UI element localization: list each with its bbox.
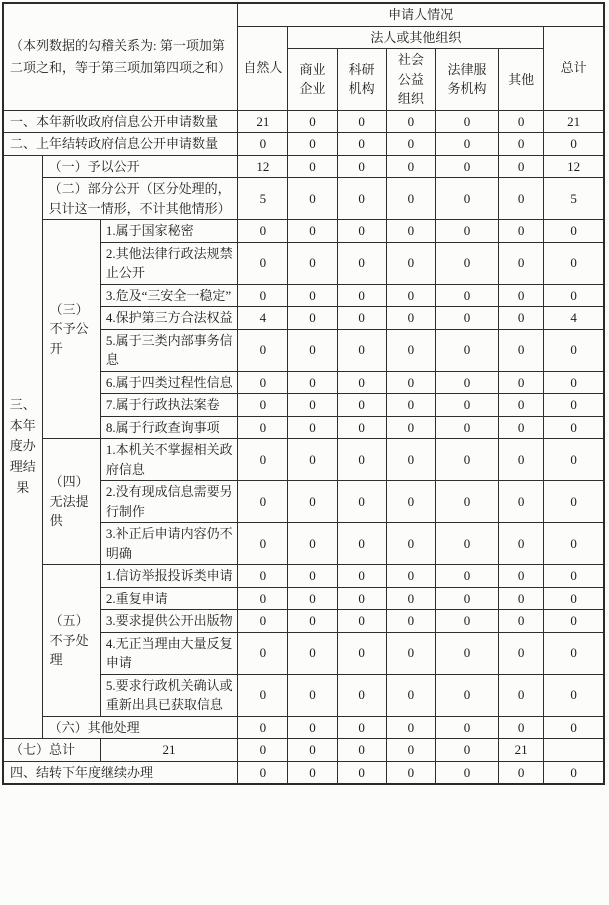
- value-cell: 0: [238, 610, 288, 633]
- value-cell: 0: [499, 761, 544, 784]
- item-label-cell: 3.补正后申请内容仍不明确: [100, 523, 237, 565]
- value-cell: 0: [386, 565, 435, 588]
- value-cell: 0: [544, 761, 604, 784]
- value-cell: 0: [544, 565, 604, 588]
- value-cell: 0: [238, 329, 288, 371]
- value-cell: 0: [337, 307, 386, 330]
- value-cell: 0: [544, 133, 604, 156]
- value-cell: 0: [386, 394, 435, 417]
- value-cell: 0: [544, 394, 604, 417]
- value-cell: 0: [238, 632, 288, 674]
- value-cell: 0: [288, 523, 337, 565]
- value-cell: 0: [238, 761, 288, 784]
- value-cell: 0: [386, 587, 435, 610]
- value-cell: 0: [337, 242, 386, 284]
- value-cell: 0: [337, 481, 386, 523]
- item-label-cell: 4.无正当理由大量反复申请: [100, 632, 237, 674]
- value-cell: 0: [288, 394, 337, 417]
- value-cell: 0: [544, 481, 604, 523]
- row-label-cell: 二、上年结转政府信息公开申请数量: [3, 133, 238, 156]
- value-cell: 0: [238, 220, 288, 243]
- value-cell: 0: [499, 220, 544, 243]
- value-cell: 0: [238, 739, 288, 762]
- value-cell: 0: [435, 674, 498, 716]
- value-cell: 0: [238, 565, 288, 588]
- value-cell: 0: [499, 416, 544, 439]
- value-cell: 0: [435, 716, 498, 739]
- value-cell: 0: [435, 307, 498, 330]
- item-label-cell: 1.属于国家秘密: [100, 220, 237, 243]
- value-cell: 0: [435, 739, 498, 762]
- value-cell: 0: [238, 523, 288, 565]
- value-cell: 0: [435, 632, 498, 674]
- item-label-cell: 5.要求行政机关确认或重新出具已获取信息: [100, 674, 237, 716]
- value-cell: 0: [499, 178, 544, 220]
- value-cell: 0: [386, 481, 435, 523]
- value-cell: 0: [337, 371, 386, 394]
- value-cell: 0: [337, 739, 386, 762]
- value-cell: 0: [386, 178, 435, 220]
- value-cell: 0: [386, 674, 435, 716]
- value-cell: 0: [288, 220, 337, 243]
- value-cell: 0: [499, 284, 544, 307]
- row-label-cell: （一）予以公开: [42, 155, 238, 178]
- table-row: [3, 716, 604, 739]
- table-row: [3, 220, 604, 243]
- value-cell: 0: [544, 632, 604, 674]
- group-label-cell: （五）不予处理: [42, 565, 100, 717]
- item-label-cell: 7.属于行政执法案卷: [100, 394, 237, 417]
- item-label-cell: 2.其他法律行政法规禁止公开: [100, 242, 237, 284]
- table-row: [3, 178, 604, 220]
- value-cell: 0: [544, 284, 604, 307]
- row-label-cell: 四、结转下年度继续办理: [3, 761, 238, 784]
- table-row: [3, 761, 604, 784]
- value-cell: 21: [544, 110, 604, 133]
- value-cell: 0: [435, 439, 498, 481]
- value-cell: 0: [386, 329, 435, 371]
- table-row: [3, 110, 604, 133]
- value-cell: 0: [288, 133, 337, 156]
- row-label-cell: （七）总计: [3, 739, 100, 762]
- value-cell: 0: [288, 110, 337, 133]
- row-label-cell: 一、本年新收政府信息公开申请数量: [3, 110, 238, 133]
- table-row: [3, 739, 604, 762]
- value-cell: 0: [238, 416, 288, 439]
- value-cell: 21: [238, 110, 288, 133]
- value-cell: 0: [544, 329, 604, 371]
- item-label-cell: 2.没有现成信息需要另行制作: [100, 481, 237, 523]
- value-cell: 0: [288, 761, 337, 784]
- value-cell: 0: [288, 329, 337, 371]
- value-cell: 0: [386, 761, 435, 784]
- item-label-cell: 2.重复申请: [100, 587, 237, 610]
- value-cell: 4: [544, 307, 604, 330]
- value-cell: 0: [288, 674, 337, 716]
- value-cell: 0: [435, 220, 498, 243]
- value-cell: 0: [337, 220, 386, 243]
- value-cell: 0: [386, 439, 435, 481]
- value-cell: 0: [238, 394, 288, 417]
- value-cell: 0: [386, 133, 435, 156]
- value-cell: 0: [544, 371, 604, 394]
- value-cell: 0: [544, 610, 604, 633]
- value-cell: 21: [100, 739, 237, 762]
- item-label-cell: 1.本机关不掌握相关政府信息: [100, 439, 237, 481]
- value-cell: 0: [499, 587, 544, 610]
- value-cell: 0: [288, 371, 337, 394]
- stub-note-cell: （本列数据的勾稽关系为: 第一项加第二项之和，等于第三项加第四项之和）: [3, 3, 238, 110]
- value-cell: 0: [238, 481, 288, 523]
- value-cell: 0: [288, 610, 337, 633]
- value-cell: 0: [386, 242, 435, 284]
- value-cell: 0: [288, 284, 337, 307]
- value-cell: 0: [337, 416, 386, 439]
- value-cell: 21: [499, 739, 544, 762]
- value-cell: 0: [499, 242, 544, 284]
- value-cell: 0: [435, 610, 498, 633]
- value-cell: 0: [337, 329, 386, 371]
- value-cell: 0: [435, 371, 498, 394]
- value-cell: 0: [238, 674, 288, 716]
- value-cell: 0: [337, 394, 386, 417]
- value-cell: 0: [386, 220, 435, 243]
- value-cell: 0: [544, 674, 604, 716]
- value-cell: 0: [435, 394, 498, 417]
- value-cell: 0: [238, 587, 288, 610]
- item-label-cell: 8.属于行政查询事项: [100, 416, 237, 439]
- value-cell: 0: [435, 284, 498, 307]
- value-cell: 0: [499, 329, 544, 371]
- col-header-other: 其他: [499, 49, 544, 111]
- value-cell: 0: [435, 481, 498, 523]
- col-header-research-institution: 科研机构: [337, 49, 386, 111]
- value-cell: 0: [337, 133, 386, 156]
- value-cell: 12: [544, 155, 604, 178]
- value-cell: 0: [288, 307, 337, 330]
- vertical-label-cell: 三、本年度办理结果: [3, 155, 42, 739]
- value-cell: 0: [435, 523, 498, 565]
- header-row-applicant: [3, 3, 604, 26]
- value-cell: 0: [435, 178, 498, 220]
- value-cell: 0: [499, 610, 544, 633]
- col-header-natural-person: 自然人: [238, 26, 288, 110]
- header-legal-org-group: 法人或其他组织: [288, 26, 544, 49]
- value-cell: 0: [337, 439, 386, 481]
- value-cell: 0: [499, 439, 544, 481]
- col-header-commercial-enterprise: 商业企业: [288, 49, 337, 111]
- table-row: [3, 439, 604, 481]
- item-label-cell: 5.属于三类内部事务信息: [100, 329, 237, 371]
- value-cell: 0: [386, 284, 435, 307]
- value-cell: 0: [288, 716, 337, 739]
- value-cell: 0: [288, 481, 337, 523]
- table-row: [3, 133, 604, 156]
- value-cell: 0: [386, 371, 435, 394]
- value-cell: 0: [435, 416, 498, 439]
- item-label-cell: 4.保护第三方合法权益: [100, 307, 237, 330]
- value-cell: 0: [544, 587, 604, 610]
- value-cell: 0: [337, 178, 386, 220]
- value-cell: 0: [499, 307, 544, 330]
- value-cell: 0: [435, 329, 498, 371]
- value-cell: 0: [337, 155, 386, 178]
- value-cell: 0: [499, 394, 544, 417]
- value-cell: 0: [499, 155, 544, 178]
- value-cell: 0: [337, 632, 386, 674]
- value-cell: 12: [238, 155, 288, 178]
- value-cell: 0: [337, 761, 386, 784]
- value-cell: 0: [499, 716, 544, 739]
- value-cell: 0: [337, 587, 386, 610]
- value-cell: 0: [435, 110, 498, 133]
- value-cell: 0: [386, 523, 435, 565]
- value-cell: 0: [337, 716, 386, 739]
- item-label-cell: 3.要求提供公开出版物: [100, 610, 237, 633]
- value-cell: 5: [238, 178, 288, 220]
- table-row: [3, 155, 604, 178]
- value-cell: 0: [435, 565, 498, 588]
- value-cell: 0: [435, 133, 498, 156]
- value-cell: 0: [337, 110, 386, 133]
- value-cell: 0: [386, 155, 435, 178]
- value-cell: 0: [499, 632, 544, 674]
- col-header-legal-service-org: 法律服务机构: [435, 49, 498, 111]
- value-cell: 0: [386, 307, 435, 330]
- value-cell: 0: [499, 565, 544, 588]
- value-cell: 5: [544, 178, 604, 220]
- group-label-cell: （三）不予公开: [42, 220, 100, 439]
- col-header-total: 总计: [544, 26, 604, 110]
- table-header: [3, 3, 604, 110]
- value-cell: 0: [386, 416, 435, 439]
- col-header-social-welfare-org: 社会公益组织: [386, 49, 435, 111]
- value-cell: 0: [499, 481, 544, 523]
- disclosure-statistics-table: [2, 2, 605, 785]
- value-cell: 0: [238, 439, 288, 481]
- table-body: [3, 110, 604, 784]
- value-cell: 0: [238, 371, 288, 394]
- value-cell: 0: [544, 416, 604, 439]
- value-cell: 0: [238, 133, 288, 156]
- value-cell: 0: [544, 523, 604, 565]
- value-cell: 0: [499, 133, 544, 156]
- value-cell: 0: [499, 674, 544, 716]
- value-cell: 0: [288, 178, 337, 220]
- value-cell: 0: [386, 110, 435, 133]
- item-label-cell: 3.危及“三安全一稳定”: [100, 284, 237, 307]
- value-cell: 0: [435, 155, 498, 178]
- value-cell: 0: [386, 632, 435, 674]
- group-label-cell: （四）无法提供: [42, 439, 100, 565]
- value-cell: 0: [499, 110, 544, 133]
- value-cell: 0: [544, 220, 604, 243]
- value-cell: 0: [386, 716, 435, 739]
- value-cell: 0: [288, 242, 337, 284]
- value-cell: 0: [386, 610, 435, 633]
- value-cell: 0: [337, 523, 386, 565]
- value-cell: 0: [544, 716, 604, 739]
- value-cell: 0: [435, 587, 498, 610]
- value-cell: 0: [238, 716, 288, 739]
- value-cell: 0: [288, 632, 337, 674]
- value-cell: 0: [288, 739, 337, 762]
- value-cell: 0: [499, 371, 544, 394]
- value-cell: 0: [386, 739, 435, 762]
- value-cell: 0: [499, 523, 544, 565]
- value-cell: 0: [288, 587, 337, 610]
- item-label-cell: 6.属于四类过程性信息: [100, 371, 237, 394]
- value-cell: 0: [337, 284, 386, 307]
- value-cell: 0: [288, 155, 337, 178]
- row-label-cell: （二）部分公开（区分处理的，只计这一情形，不计其他情形）: [42, 178, 238, 220]
- table-row: [3, 565, 604, 588]
- value-cell: 0: [337, 565, 386, 588]
- value-cell: 0: [544, 439, 604, 481]
- row-label-cell: （六）其他处理: [42, 716, 238, 739]
- value-cell: 0: [288, 416, 337, 439]
- value-cell: 4: [238, 307, 288, 330]
- value-cell: 0: [435, 242, 498, 284]
- value-cell: 0: [238, 284, 288, 307]
- item-label-cell: 1.信访举报投诉类申请: [100, 565, 237, 588]
- value-cell: 0: [544, 242, 604, 284]
- value-cell: 0: [288, 439, 337, 481]
- value-cell: 0: [337, 610, 386, 633]
- value-cell: 0: [435, 761, 498, 784]
- header-applicant-situation: 申请人情况: [238, 3, 604, 26]
- value-cell: 0: [337, 674, 386, 716]
- value-cell: 0: [238, 242, 288, 284]
- value-cell: 0: [288, 565, 337, 588]
